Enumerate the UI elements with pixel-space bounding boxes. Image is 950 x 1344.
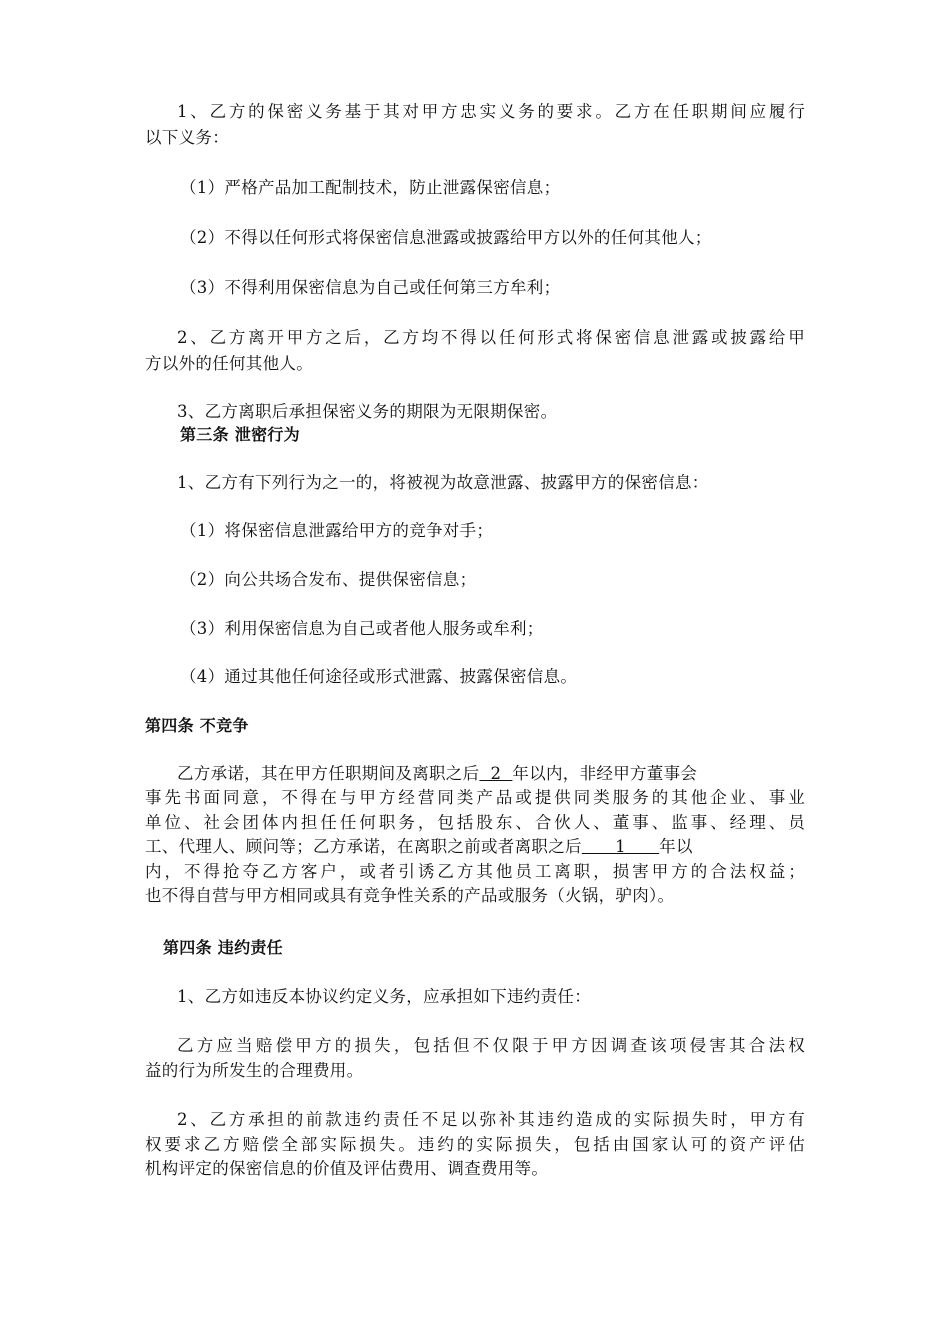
article3-item2: （2）向公共场合发布、提供保密信息；: [180, 570, 477, 589]
article5-p3-line1: 2、乙方承担的前款违约责任不足以弥补其违约造成的实际损失时，甲方有: [177, 1110, 805, 1129]
article2-p2-line1: 2、乙方离开甲方之后，乙方均不得以任何形式将保密信息泄露或披露给甲: [177, 328, 805, 347]
article2-p1-line1: 1、乙方的保密义务基于其对甲方忠实义务的要求。乙方在任职期间应履行: [177, 102, 805, 121]
article4-line3: 单位、社会团体内担任任何职务，包括股东、合伙人、董事、监事、经理、员: [145, 813, 805, 832]
years-after-blank-field: 1: [581, 837, 660, 856]
article4-heading: 第四条 不竞争: [145, 716, 249, 735]
article3-item4: （4）通过其他任何途径或形式泄露、披露保密信息。: [180, 667, 578, 686]
article2-item1: （1）严格产品加工配制技术，防止泄露保密信息；: [180, 178, 561, 197]
article5-p2-line2: 益的行为所发生的合理费用。: [145, 1061, 364, 1080]
article4-line1-text-b: 年以内，非经甲方董事会: [512, 764, 698, 783]
article4-line4-text-a: 工、代理人、顾问等；乙方承诺，在离职之前或者离职之后: [145, 837, 582, 856]
article4-line5: 内，不得抢夺乙方客户，或者引诱乙方其他员工离职，损害甲方的合法权益；: [145, 862, 805, 881]
article4-line4-text-b: 年以: [659, 837, 693, 856]
article2-p1-line2: 以下义务：: [145, 128, 229, 147]
article5-heading: 第四条 违约责任: [163, 938, 283, 957]
article4-line2: 事先书面同意，不得在与甲方经营同类产品或提供同类服务的其他企业、事业: [145, 788, 805, 807]
article3-item1: （1）将保密信息泄露给甲方的竞争对手；: [180, 521, 494, 540]
article4-line6: 也不得自营与甲方相同或具有竞争性关系的产品或服务（火锅，驴肉）。: [145, 886, 675, 905]
article3-p1: 1、乙方有下列行为之一的，将被视为故意泄露、披露甲方的保密信息：: [177, 473, 709, 492]
article2-p2-line2: 方以外的任何其他人。: [145, 354, 313, 373]
article5-p2-line1: 乙方应当赔偿甲方的损失，包括但不仅限于甲方因调查该项侵害其合法权: [177, 1036, 805, 1055]
article4-line4: [145, 836, 693, 858]
article5-p3-line2: 权要求乙方赔偿全部实际损失。违约的实际损失，包括由国家认可的资产评估: [145, 1135, 805, 1154]
article4-line1-text-a: 乙方承诺，其在甲方任职期间及离职之后: [177, 764, 480, 783]
article3-item3: （3）利用保密信息为自己或者他人服务或牟利；: [180, 619, 544, 638]
years-blank-field: 2: [479, 764, 513, 783]
article5-p1: 1、乙方如违反本协议约定义务，应承担如下违约责任：: [177, 987, 591, 1006]
article2-item3: （3）不得利用保密信息为自己或任何第三方牟利；: [180, 278, 561, 297]
article2-p3: 3、乙方离职后承担保密义务的期限为无限期保密。: [177, 402, 558, 421]
article4-line1: [177, 763, 697, 785]
article3-heading: 第三条 泄密行为: [180, 425, 300, 444]
article5-p3-line3: 机构评定的保密信息的价值及评估费用、调查费用等。: [145, 1159, 549, 1178]
article2-item2: （2）不得以任何形式将保密信息泄露或披露给甲方以外的任何其他人；: [180, 228, 712, 247]
